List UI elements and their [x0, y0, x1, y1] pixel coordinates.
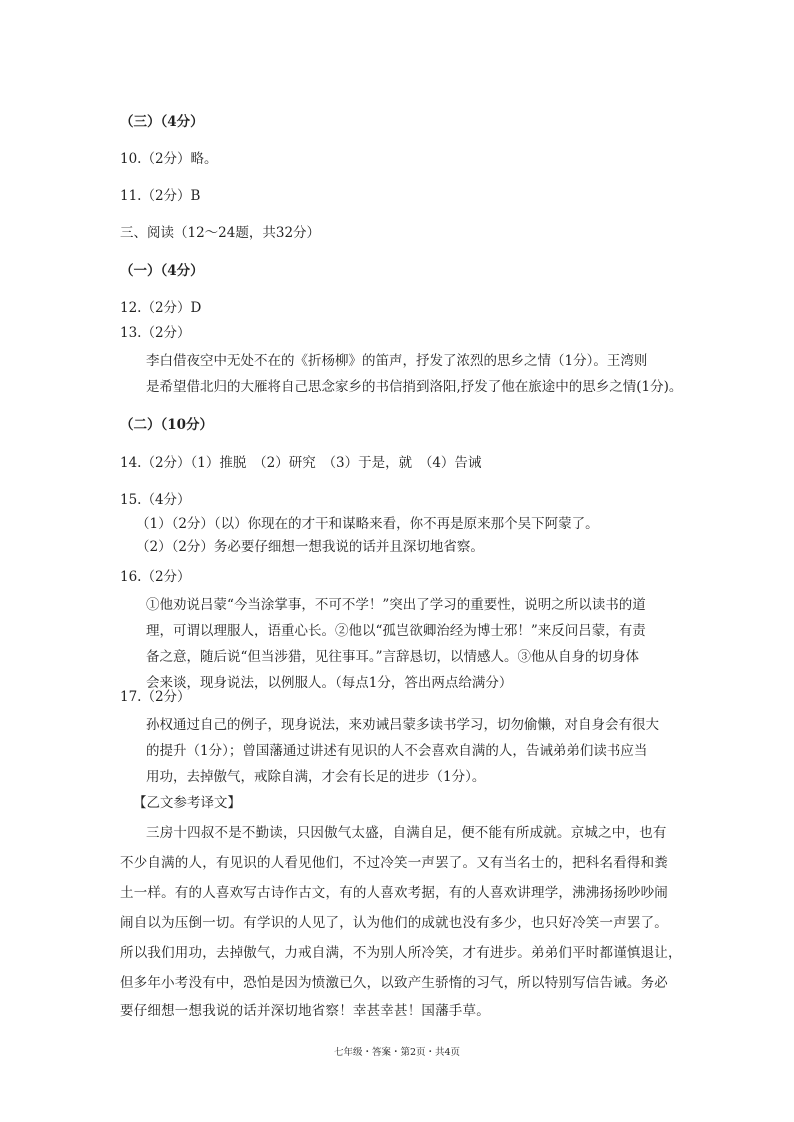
translation-line: 所以我们用功，去掉傲气，力戒自满，不为别人所冷笑，才有进步。弟弟们平时都谨慎退让， — [120, 945, 682, 961]
translation-line: 但多年小考没有中，恐怕是因为愤激已久，以致产生骄惰的习气，所以特别写信告诫。务必 — [120, 975, 668, 991]
answer-17-line: 的提升（1分）；曾国藩通过讲述有见识的人不会喜欢自满的人，告诫弟弟们读书应当 — [146, 743, 648, 759]
translation-line: 不少自满的人，有见识的人看见他们，不过冷笑一声罢了。又有当名士的，把科名看得和粪 — [120, 855, 668, 871]
answer-15-line: （2）（2分）务必要仔细想一想我说的话并且深切地省察。 — [136, 539, 484, 555]
answer-15: 15.（4分） — [120, 492, 191, 508]
answer-14: 14.（2分）（1）推脱 （2）研究 （3）于是，就 （4）告诫 — [120, 455, 482, 471]
translation-heading: 【乙文参考译文】 — [133, 795, 241, 811]
answer-15-line: （1）（2分）（以）你现在的才干和谋略来看，你不再是原来那个吴下阿蒙了。 — [136, 516, 599, 532]
part-3-heading: 三、阅读（12～24题，共32分） — [120, 225, 321, 241]
answer-16-line: 备之意，随后说“但当涉猎，见往事耳。”言辞恳切，以情感人。③他从自身的切身体 — [146, 649, 640, 665]
subsection-1-heading: （一）（4分） — [120, 263, 204, 279]
answer-16: 16.（2分） — [120, 569, 191, 585]
answer-12: 12.（2分）D — [120, 300, 202, 316]
answer-17-line: 用功，去掉傲气，戒除自满，才会有长足的进步（1分）。 — [146, 769, 486, 785]
answer-10: 10.（2分）略。 — [120, 151, 218, 167]
answer-13-line: 李白借夜空中无处不在的《折杨柳》的笛声，抒发了浓烈的思乡之情（1分）。王湾则 — [146, 353, 648, 369]
answer-16-line: 理，可谓以理服人，语重心长。②他以“孤岂欲卿治经为博士邪！”来反问吕蒙，有责 — [146, 623, 646, 639]
answer-16-line: 会来谈，现身说法，以例服人。（每点1分，答出两点给满分） — [146, 675, 513, 691]
translation-line: 闹自以为压倒一切。有学识的人见了，认为他们的成就也没有多少，也只好冷笑一声罢了。 — [120, 915, 668, 931]
answer-17-line: 孙权通过自己的例子，现身说法，来劝诫吕蒙多读书学习，切勿偷懒，对自身会有很大 — [146, 717, 659, 733]
section-3-heading: （三）（4分） — [120, 114, 204, 130]
translation-line: 三房十四叔不是不勤读，只因傲气太盛，自满自足，便不能有所成就。京城之中，也有 — [146, 825, 667, 841]
page-footer: 七年级・答案・第2页・共4页 — [333, 1047, 461, 1058]
subsection-2-heading: （二）（10分） — [120, 417, 214, 433]
translation-line: 要仔细想一想我说的话并深切地省察！幸甚幸甚！国藩手草。 — [120, 1003, 490, 1019]
answer-13-line: 是希望借北归的大雁将自己思念家乡的书信捎到洛阳,抒发了他在旅途中的思乡之情(1分)。 — [146, 379, 683, 395]
translation-line: 土一样。有的人喜欢写古诗作古文，有的人喜欢考据，有的人喜欢讲理学，沸沸扬扬吵吵闹 — [120, 885, 668, 901]
answer-13: 13.（2分） — [120, 325, 191, 341]
answer-11: 11.（2分）B — [120, 188, 201, 204]
answer-17: 17.（2分） — [120, 689, 191, 705]
answer-16-line: ①他劝说吕蒙“今当涂掌事，不可不学！”突出了学习的重要性，说明之所以读书的道 — [146, 597, 646, 613]
